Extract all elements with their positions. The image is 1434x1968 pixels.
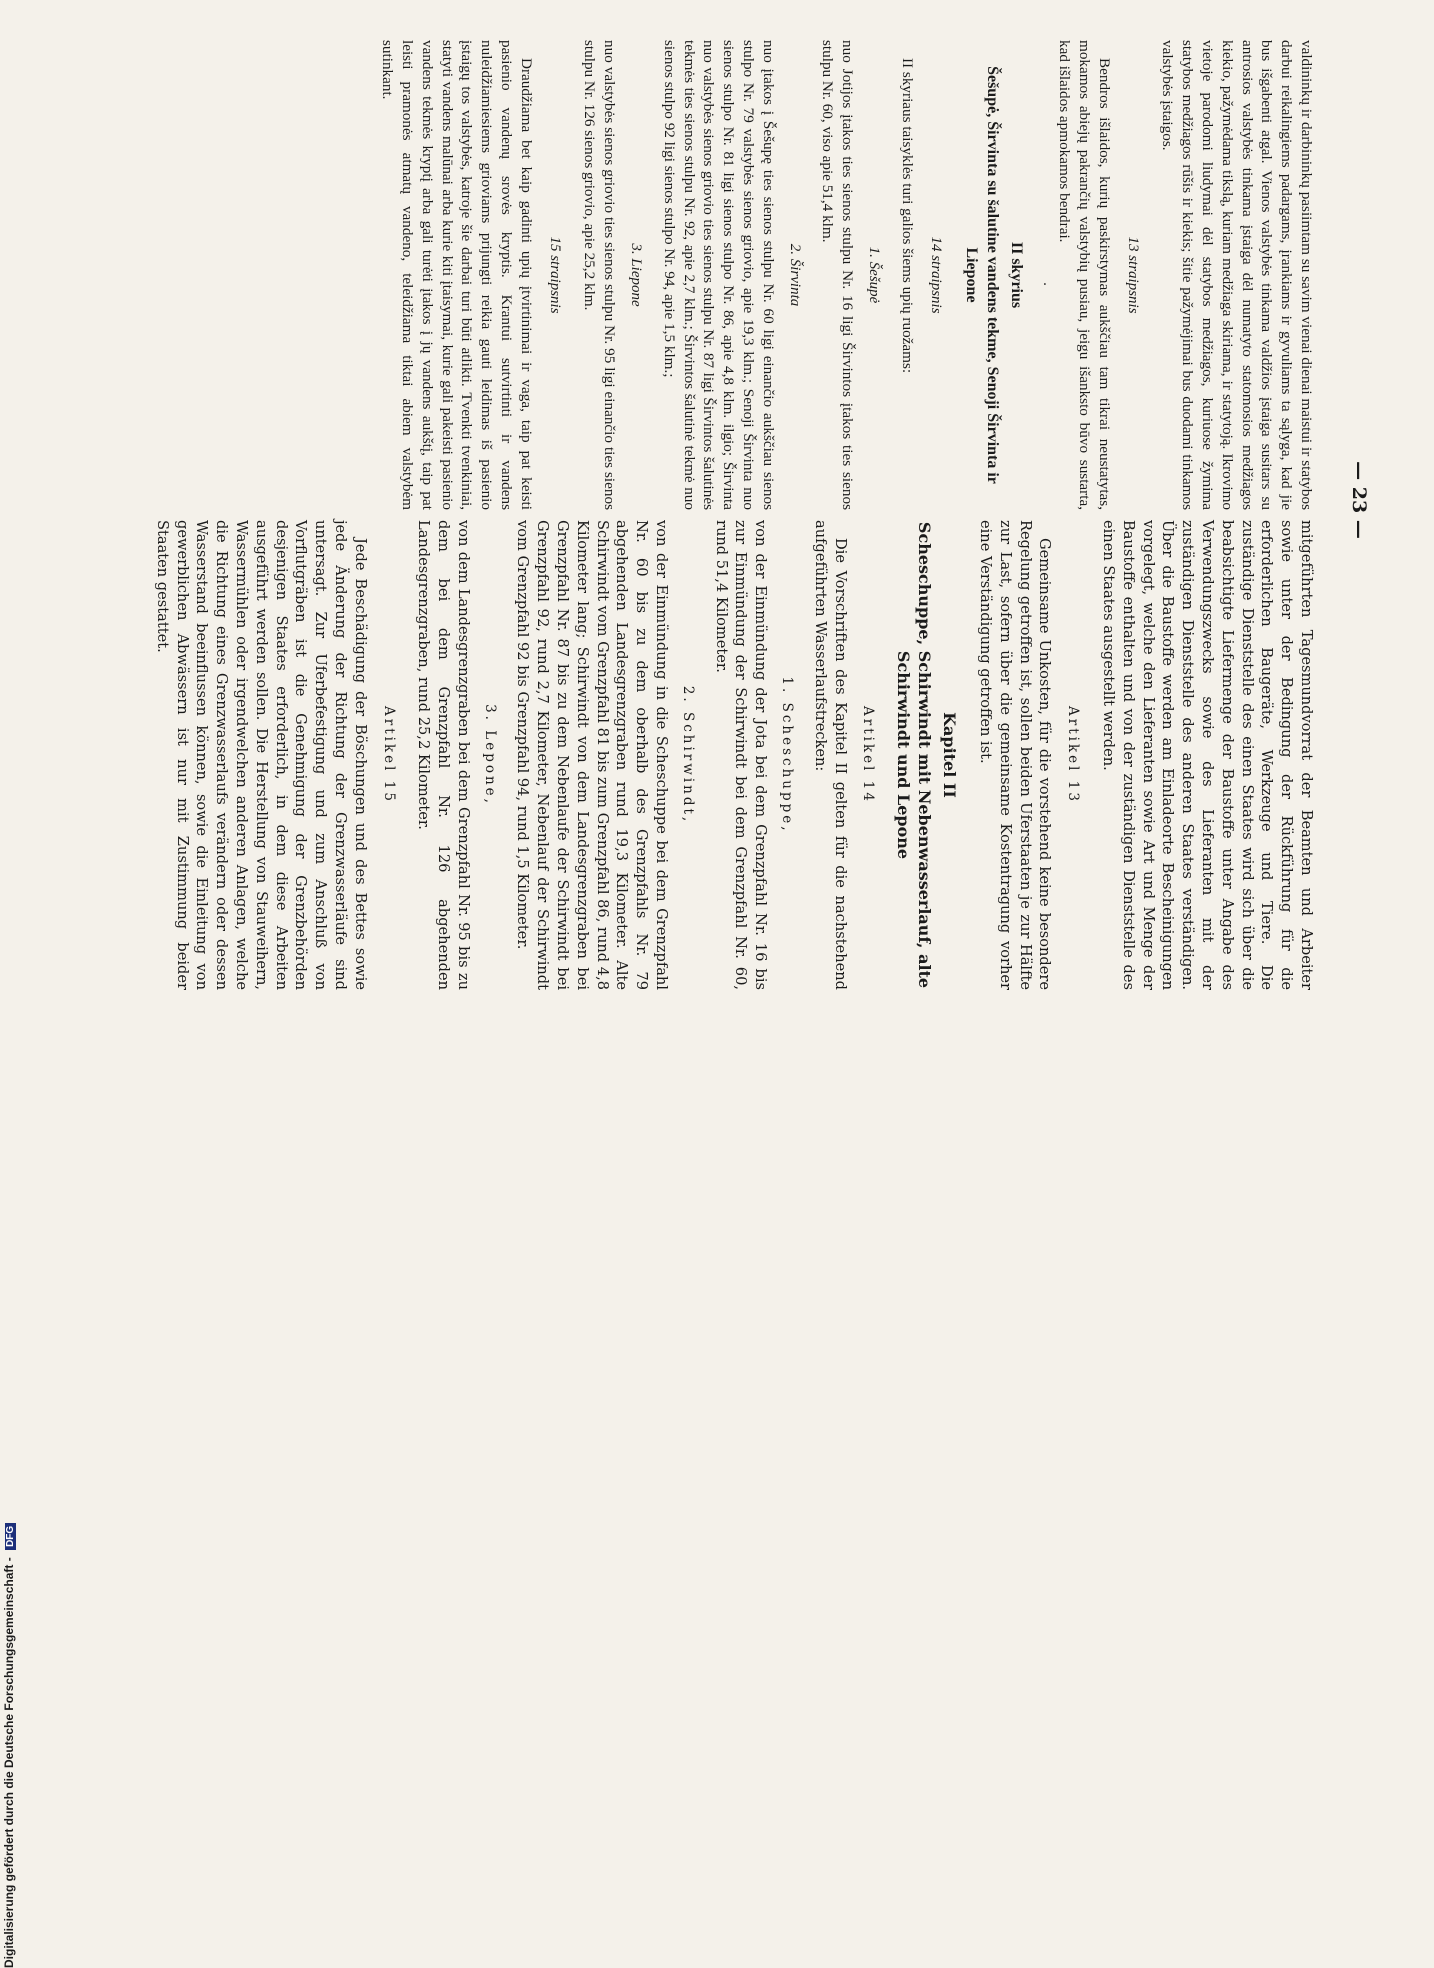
de-sub3-text: von dem Landesgrenzgraben bei dem Grenzpfahl Nr. 95 bis zu dem bei dem Grenzpfahl Nr. 126 abgehenden Landesgrenzgraben, rund 25,2 Kilometer. (415, 520, 472, 990)
lt-art14-text: II skyriaus taisyklės turi galios šiems upių ruožams: (898, 58, 916, 374)
de-sub1-title: 1. Scheschuppe, (779, 676, 796, 834)
de-intro: mitgeführten Tagesmundvorrat der Beamten und Arbeiter sowie unter der Bedingung der Rückführung für die erforderlichen Baugeräte, Werkzeuge und Tiere. Die zuständige Dienststelle des einen Staates wird sich über die beabsichtigte Liefermenge der Baustoffe unter Angabe des Verwendungszwecks sowie des Lieferanten mit der zuständigen Dienststelle des anderen Staates verständigen. Über die Baustoffe werden am Einladeorte Bescheinigungen vorgelegt, welche den Lieferanten sowie Art und Menge der Baustoffe enthalten und von der zuständigen Dienststelle des einen Staates ausgestellt werden. (1100, 520, 1315, 990)
lt-sub1-title: 1. Šešupė (866, 246, 883, 304)
lt-art13-text: Bendros išlaidos, kurių paskirstymas aukščiau tam tikrai neustatytas, mokamos abiejų pakrančių valstybių pusiau, jeigu išankstо būvo sustarta, kad išlaidos apmokamos bendrai. (1056, 40, 1113, 510)
lt-art15-text: Draudžiama bet kaip gadinti upių įtvirtinimai ir vaga, taip pat keisti pasienio vandenų srovės kryptis. Krantui sutvirtinti ir vandens nuleidžiamiesiems grioviams prijungti reikia gauti leidimas iš pasienio įstaigų tos valstybės, katroje šie darbai turi būti atlikti. Tvenkti tvenkiniai, statyti vandens malūnai arba kurie kiti įtaisymai, kurie gali pakeisti pasienio vandens tekmės kryptį arba gali turėti įtakos į jų vandens aukštį, taip pat leisti pramonės atmatų vandeno, teleidžiama tiktai abiem valstybėm sutinkant. (379, 40, 535, 510)
de-art13-title: Artikel 13 (1065, 706, 1082, 804)
lt-sub2-title: 2. Širvinta (786, 243, 803, 307)
lt-dot: . (1040, 282, 1058, 286)
de-sub2-title: 2. Schirwindt, (679, 685, 696, 825)
de-chapter-title: Scheschuppe, Schirwindt mit Nebenwasserlauf, alte Schirwindt und Lepone (894, 521, 935, 989)
page-number: — 23 — (1348, 461, 1370, 539)
de-art13-text: Gemeinsame Unkosten, für die vorstehend keine besondere Regelung getroffen ist, sollen beiden Uferstaaten je zur Hälfte zur Last, sofern über die gemeinsame Kostentragung vorher eine Verständigung getroffen ist. (977, 520, 1054, 990)
lt-sub1-text: nuo Jotijos įtakos ties sienos stulpu Nr. 16 ligi Širvintos įtakos ties sienos stulpu Nr. 60, viso apie 51,4 klm. (819, 40, 857, 510)
lt-intro: valdininkų ir darbininkų pasiimtam su savim vienai dienai maistui ir statybos darbui reikalingiems padargams, įrankiams ir gyvuliams ta sąlyga, kad jie bus išgabenti atgal. Vienos valstybės tinkama valdžios įstaiga susitars su antrosios valstybės tinkama įstaiga dėl numatyto statomosios medžiagos kiekio, pažymėdama tikslą, kuriam medžiaga skiriama, ir statytoją. Ikrovimo vietoje parodomi liudymai dėl statybos medžiagos, kuriuose žymima statybos medžiagos rūšis ir kiekis; šitie pažymėjimai bus duodami tinkamos valstybės įstaigos. (1159, 40, 1315, 510)
lt-chapter-title: Šešupė, Širvinta su šalutine vandens tekme, Senoji Širvinta ir Liepone (962, 66, 1001, 484)
dfg-logo: DFG (5, 1523, 16, 1550)
digitization-credit (0, 968, 1434, 1968)
de-sub2-text: von der Einmündung in die Scheschuppe bei dem Grenzpfahl Nr. 60 bis zu dem oberhalb des Grenzpfahls Nr. 79 abgehenden Landesgrenzgraben rund 19,3 Kilometer. Alte Schirwindt vom Grenzpfahl 81 bis zum Grenzpfahl 86, rund 4,8 Kilometer lang; Schirwindt von dem Landesgrenzgraben bei Grenzpfahl Nr. 87 bis zu dem Nebenlaufe der Schirwindt bei Grenzpfahl 92, rund 2,7 Kilometer, Nebenlauf der Schirwindt vom Grenzpfahl 92 bis Grenzpfahl 94, rund 1,5 Kilometer. (514, 520, 671, 990)
de-art15-text: Jede Beschädigung der Böschungen und des Bettes sowie jede Änderung der Richtung der Grenzwasserläufe sind untersagt. Zur Uferbefestigung und zum Anschluß von Vorflutgräben ist die Genehmigung der Grenzbehörden desjenigen Staates erforderlich, in dem diese Arbeiten ausgeführt werden sollen. Die Herstellung von Stauweihern, Wassermühlen oder irgendwelchen anderen Anlagen, welche die Richtung eines Grenzwasserlaufs verändern oder dessen Wasserstand beeinflussen können, sowie die Einleitung von gewerblichen Abwässern ist nur mit Zustimmung beider Staaten gestattet. (153, 520, 369, 990)
lt-art15-title: 15 straipsnis (546, 236, 563, 314)
de-art14-text: Die Vorschriften des Kapitel II gelten für die nachstehend aufgeführten Wasserlaufstrecken: (811, 520, 849, 990)
lithuanian-column (378, 40, 1316, 510)
lt-art13-title: 13 straipsnis (1124, 236, 1141, 314)
de-sub1-text: von der Einmündung der Jota bei dem Grenzpfahl Nr. 16 bis zur Einmündung der Schirwindt bei dem Grenzpfahl Nr. 60, rund 51,4 Kilometer. (712, 520, 770, 990)
lt-chapter: II skyrius (1008, 241, 1026, 309)
credit-label: Digitalisierung gefördert durch die Deutsche Forschungsgemeinschaft - (2, 1557, 16, 1968)
de-art14-title: Artikel 14 (860, 706, 877, 804)
de-sub3-title: 3. Lepone, (481, 704, 498, 806)
de-chapter: Kapitel II (940, 712, 960, 798)
lt-sub2-text: nuo įtakos į Šešupę ties sienos stulpu Nr. 60 ligi einančio aukščiau sienos stulpo Nr. 79 valstybės sienos griovio, apie 19,3 klm.; Senoji Širvinta nuo sienos stulpo Nr. 81 ligi sienos stulpo Nr. 86, apie 4,8 klm. ilgio; Širvinta nuo valstybės sienos griovio ties sienos stulpu Nr. 87 ligi Širvintos šalutinės tekmės ties sienos stulpu Nr. 92, apie 2,7 klm.; Širvintos šalutinė tekmė nuo sienos stulpo 92 ligi sienos stulpo Nr. 94, apie 1,5 klm.; (660, 40, 777, 510)
lt-art14-title: 14 straipsnis (927, 236, 944, 314)
de-art15-title: Artikel 15 (380, 706, 397, 804)
lt-sub3-text: nuo valstybės sienos griovio ties sienos stulpu Nr. 95 ligi einančio ties sienos stulpu Nr. 126 sienos griovio, apie 25,2 klm. (581, 40, 619, 510)
german-column (152, 520, 1316, 990)
credit-text (2, 968, 24, 1968)
lt-sub3-title: 3. Liepone (628, 243, 645, 307)
